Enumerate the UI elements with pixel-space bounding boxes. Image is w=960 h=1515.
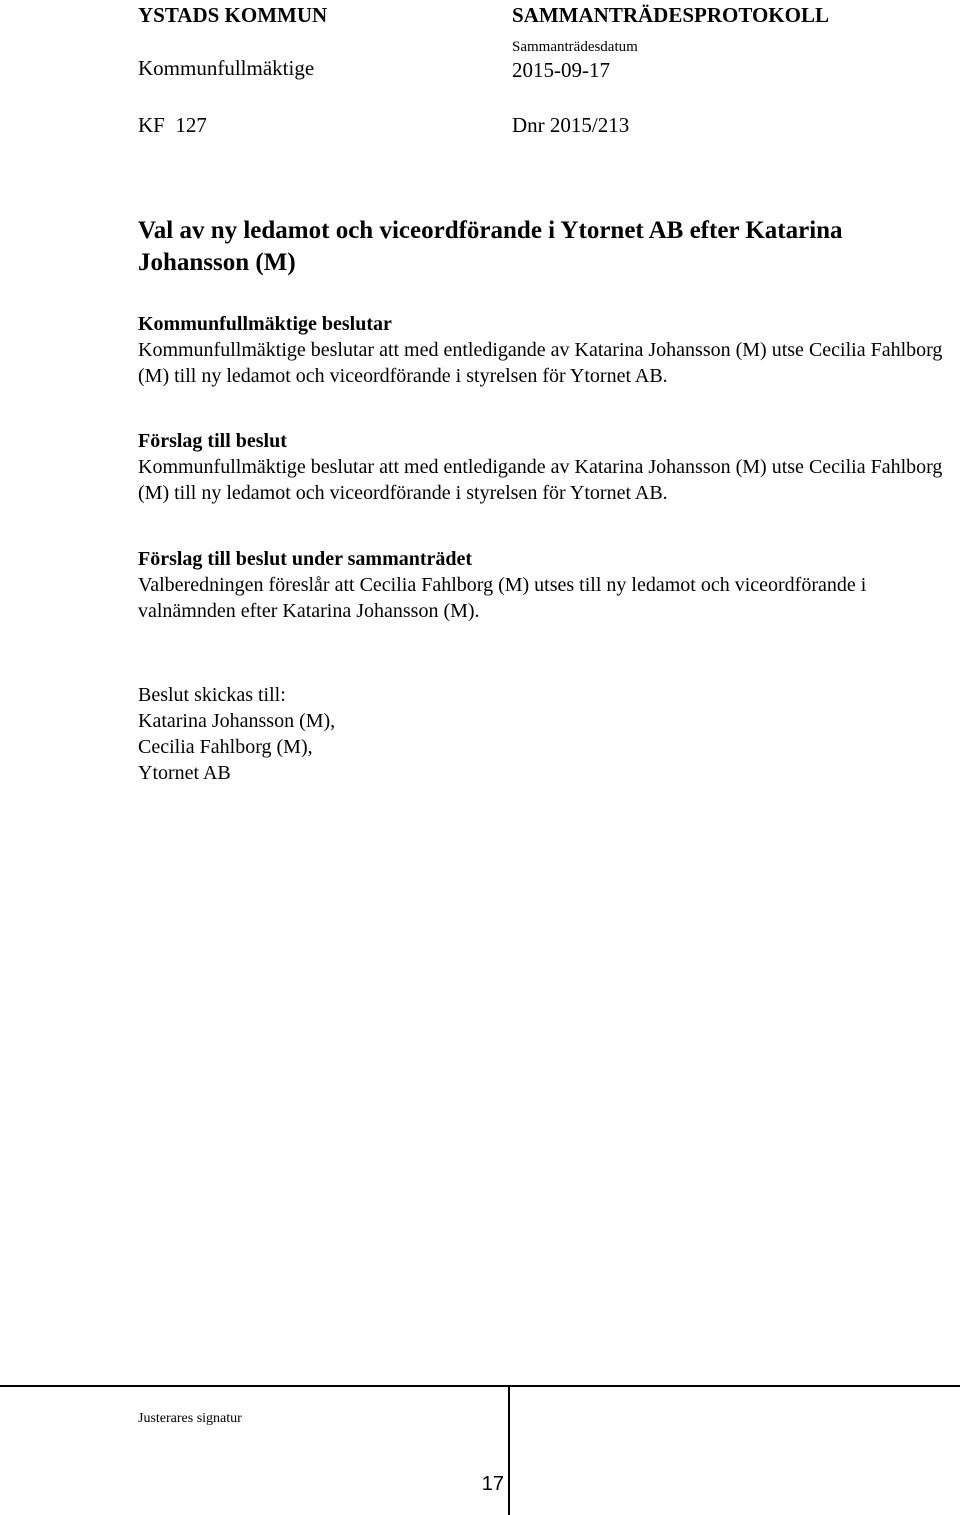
diary-number: Dnr 2015/213 <box>512 113 630 137</box>
distribution-label: Beslut skickas till: <box>138 684 286 706</box>
council-name: Kommunfullmäktige <box>138 56 315 80</box>
recipient: Ytornet AB <box>138 762 231 784</box>
case-number: KF 127 <box>138 113 207 137</box>
footer-vertical-divider <box>508 1385 510 1515</box>
distribution-list <box>138 682 958 786</box>
section-heading: Kommunfullmäktige beslutar <box>138 313 392 335</box>
section-text: Valberedningen föreslår att Cecilia Fahlborg (M) utses till ny ledamot och viceordförande i valnämnden efter Katarina Johansson (M). <box>138 574 867 622</box>
section-text: Kommunfullmäktige beslutar att med entledigande av Katarina Johansson (M) utse Cecilia Fahlborg (M) till ny ledamot och viceordförande i styrelsen för Ytornet AB. <box>138 339 943 387</box>
date-label: Sammanträdesdatum <box>512 39 638 55</box>
section-heading: Förslag till beslut under sammanträdet <box>138 548 473 570</box>
meeting-date: 2015-09-17 <box>512 58 610 82</box>
section-text: Kommunfullmäktige beslutar att med entledigande av Katarina Johansson (M) utse Cecilia Fahlborg (M) till ny ledamot och viceordförande i styrelsen för Ytornet AB. <box>138 456 943 504</box>
organization-name: YSTADS KOMMUN <box>138 3 328 27</box>
decision-section <box>138 311 958 389</box>
meeting-proposal-section <box>138 546 958 624</box>
document-type: SAMMANTRÄDESPROTOKOLL <box>512 3 829 27</box>
page-title: Val av ny ledamot och viceordförande i Ytornet AB efter Katarina Johansson (M) <box>138 217 843 276</box>
recipient: Cecilia Fahlborg (M), <box>138 736 313 758</box>
page-number: 17 <box>481 1473 504 1495</box>
signature-label: Justerares signatur <box>138 1411 242 1426</box>
footer-divider <box>0 1385 960 1387</box>
recipient: Katarina Johansson (M), <box>138 710 336 732</box>
proposal-section <box>138 428 958 506</box>
section-heading: Förslag till beslut <box>138 430 287 452</box>
